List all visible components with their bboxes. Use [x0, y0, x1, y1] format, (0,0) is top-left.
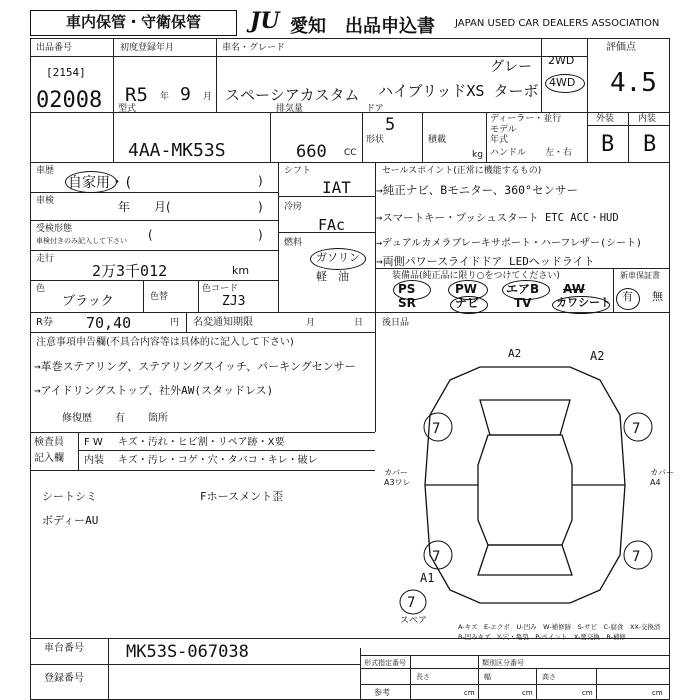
- reg-label: 初度登録年月: [120, 43, 175, 53]
- tire-mark-spare: 7: [407, 595, 416, 611]
- handle-value: 左・右: [545, 148, 573, 158]
- ac-label: 冷房: [284, 202, 303, 212]
- notes-line-2: →アイドリングストップ、社外AW(スタッドレス): [34, 384, 274, 397]
- color-code-label: 色コード: [202, 284, 239, 294]
- equip-airbag: エアB: [506, 282, 540, 296]
- history-close: ): [258, 174, 263, 188]
- reg-year: R5: [125, 84, 148, 106]
- acc-close: ): [258, 228, 263, 242]
- warranty-label: 新車保証書: [620, 271, 660, 280]
- drive-2wd: 2WD: [548, 54, 575, 67]
- selling-line-3: →デュアルカメラブレーキサポート・ハーフレザー(シート): [376, 238, 643, 249]
- color-note: グレー: [490, 59, 532, 75]
- score-value: 4.5: [610, 68, 657, 98]
- left-note: カバー A3ワレ: [384, 468, 411, 487]
- legend-line-2: B-凹みキズ Y-穴・亀裂 P-ペイント X-要交換 R-補修: [458, 633, 626, 641]
- ext-label: 外装: [596, 114, 615, 124]
- equip-pw: PW: [455, 282, 478, 296]
- ext-grade: B: [601, 132, 615, 157]
- car-label: 車名・グレード: [222, 43, 286, 53]
- acc-paren: (: [148, 228, 153, 242]
- notes-line-1: →革巻ステアリング、ステアリングスイッチ、パーキングセンサー: [34, 360, 356, 373]
- inspector-label-1: 検査員: [34, 437, 64, 448]
- recycle-yen: 円: [170, 318, 180, 328]
- inspector-hand-2: Fホースメント歪: [200, 490, 284, 503]
- damage-a2-mid: A2: [508, 347, 522, 360]
- spare-label: スペア: [400, 616, 428, 626]
- lot-sub: [2154]: [46, 66, 86, 79]
- shaken-label: 車検: [36, 196, 55, 206]
- specs-cm-3: cm: [582, 689, 593, 697]
- reg-year-unit: 年: [160, 92, 170, 102]
- inspector-row1: キズ・汚れ・ヒビ割・リペア跡・X要: [118, 437, 285, 448]
- selling-line-1: →純正ナビ、Bモニター、360°センサー: [376, 183, 578, 197]
- chassis-value: MK53S-067038: [126, 642, 249, 662]
- handle-label: ハンドル: [490, 148, 527, 158]
- history-circle: [65, 171, 117, 193]
- model-year-label: モデル: [490, 125, 517, 135]
- shift-label: シフト: [284, 166, 312, 176]
- tire-mark-fr: 7: [632, 421, 641, 437]
- warranty-yes: 有: [622, 290, 633, 303]
- color-code-value: ZJ3: [222, 294, 246, 309]
- legend-line-1: A-キズ E-エクボ U-凹み W-補修跡 S-サビ C-腐食 XX-交換済: [458, 623, 661, 631]
- specs-h5: 高さ: [542, 673, 556, 681]
- specs-h4: 幅: [484, 673, 491, 681]
- shaken-close: ): [258, 200, 263, 214]
- mileage-unit: km: [232, 264, 250, 277]
- inspector-hand-1: シートシミ: [42, 490, 97, 503]
- equip-leather: カワシート: [556, 296, 611, 309]
- repair-has: 有: [115, 413, 125, 424]
- mileage-value: 2万3千012: [92, 262, 168, 280]
- model-year-label2: 年式: [490, 135, 509, 145]
- mileage-label: 走行: [36, 254, 55, 264]
- association-name: JAPAN USED CAR DEALERS ASSOCIATION: [455, 18, 660, 29]
- inspector-row2-head: 内装: [84, 455, 104, 466]
- shape-label: 形状: [366, 135, 385, 145]
- storage-title: 車内保管・守衛保管: [65, 13, 201, 31]
- specs-cm-2: cm: [522, 689, 533, 697]
- warranty-no: 無: [652, 290, 663, 303]
- notes-label: 注意事項申告欄(不具合内容等は具体的に記入して下さい): [36, 337, 294, 348]
- int-grade: B: [643, 132, 657, 157]
- rear-window: [478, 545, 572, 575]
- tire-mark-rr: 7: [632, 549, 641, 565]
- form-title: 出品申込書: [345, 16, 435, 37]
- inspector-label-2: 記入欄: [34, 453, 64, 464]
- tax-month: 月: [306, 318, 316, 328]
- ju-logo-mark: JU: [250, 8, 280, 34]
- recycle-label: R券: [36, 317, 53, 328]
- selling-line-4: →両側パワースライドドア LEDヘッドライト: [376, 255, 595, 268]
- selling-line-2: →スマートキー・プッシュスタート ETC ACC・HUD: [376, 212, 619, 224]
- drive-4wd: 4WD: [549, 76, 576, 89]
- damage-a2-top: A2: [590, 349, 605, 363]
- rear-label: 後日品: [382, 318, 410, 328]
- disp-unit: CC: [344, 148, 357, 158]
- inspector-row2: キズ・汚レ・コゲ・穴・タバコ・キレ・破レ: [118, 455, 318, 466]
- equip-ps: PS: [398, 282, 416, 296]
- equip-navi: ナビ: [455, 296, 480, 310]
- vehicle-diagram: [380, 345, 670, 635]
- model-label: 型式: [118, 104, 137, 114]
- ac-value: FAc: [318, 216, 346, 234]
- specs-ref: 参考: [374, 688, 390, 697]
- lot-label: 出品番号: [36, 43, 73, 53]
- tire-mark-rl: 7: [432, 549, 441, 565]
- int-label: 内装: [638, 114, 657, 124]
- tax-label: 名変通知期限: [193, 317, 253, 328]
- inspector-hand-3: ボディーAU: [42, 514, 99, 527]
- shaken-ym: 年 月(: [118, 200, 171, 214]
- specs-h1: 形式指定番号: [364, 659, 406, 667]
- equip-tv: TV: [514, 296, 532, 310]
- registration-label: 登録番号: [44, 673, 84, 684]
- fuel-gas: ガソリン: [316, 251, 360, 264]
- doors-label: ドア: [366, 104, 384, 114]
- warranty-yes-circle: [616, 288, 640, 310]
- fuel-label: 燃料: [284, 238, 303, 248]
- car-grade: ハイブリッドXS ターボ: [378, 82, 539, 100]
- tire-mark-fl: 7: [432, 421, 441, 437]
- acc-label: 受検形態: [36, 224, 73, 234]
- specs-h2: 類別区分番号: [482, 659, 524, 667]
- car-name: スペーシアカスタム: [225, 86, 360, 104]
- shift-value: IAT: [322, 178, 351, 197]
- equip-sr: SR: [398, 296, 416, 310]
- equip-navi-circle: [450, 296, 488, 314]
- tax-day: 日: [354, 318, 364, 328]
- equip-leather-circle: [552, 296, 610, 314]
- storage-title-box: [30, 10, 237, 36]
- equip-airbag-circle: [502, 280, 550, 300]
- color-label: 色: [36, 284, 46, 294]
- reg-month-unit: 月: [203, 92, 213, 102]
- model-value: 4AA-MK53S: [128, 140, 226, 161]
- selling-label: セールスポイント(正常に機能するもの): [382, 166, 542, 176]
- load-label: 積載: [428, 135, 447, 145]
- disp-value: 660: [296, 142, 327, 162]
- lot-number: 02008: [36, 88, 103, 113]
- color-swap-label: 色替: [150, 292, 169, 302]
- damage-a1: A1: [420, 571, 435, 585]
- windshield: [480, 400, 570, 435]
- dealer-label: ディーラー・並行: [490, 114, 562, 124]
- chassis-label: 車台番号: [44, 643, 84, 654]
- equip-ps-circle: [393, 280, 431, 300]
- load-unit: kg: [472, 150, 483, 160]
- history-value: 自家用・(: [68, 175, 133, 191]
- fuel-diesel: 軽 油: [316, 270, 349, 283]
- specs-cm-4: cm: [652, 689, 663, 697]
- roof-outline: [478, 435, 572, 545]
- logo-name: 愛知: [290, 16, 326, 37]
- reg-month: 9: [180, 84, 191, 105]
- inspector-row1-head: F W: [84, 437, 103, 448]
- repair-label: 修復歴: [62, 413, 92, 424]
- equip-aw: AW: [563, 282, 585, 296]
- specs-h3: 長さ: [416, 673, 430, 681]
- score-label: 評価点: [606, 42, 636, 53]
- doors-value: 5: [385, 115, 396, 135]
- color-value: ブラック: [62, 294, 114, 309]
- recycle-value: 70,40: [86, 314, 132, 332]
- equip-label: 装備品(純正品に限り○をつけてください): [392, 271, 560, 281]
- ju-logo: [250, 8, 280, 34]
- repair-place: 箇所: [148, 413, 168, 424]
- disp-label: 排気量: [276, 104, 304, 114]
- specs-cm-1: cm: [464, 689, 475, 697]
- acc-sub: 車検付きのみ記入して下さい: [36, 237, 127, 245]
- right-note: カバー A4: [650, 468, 674, 487]
- history-label: 車歴: [36, 166, 55, 176]
